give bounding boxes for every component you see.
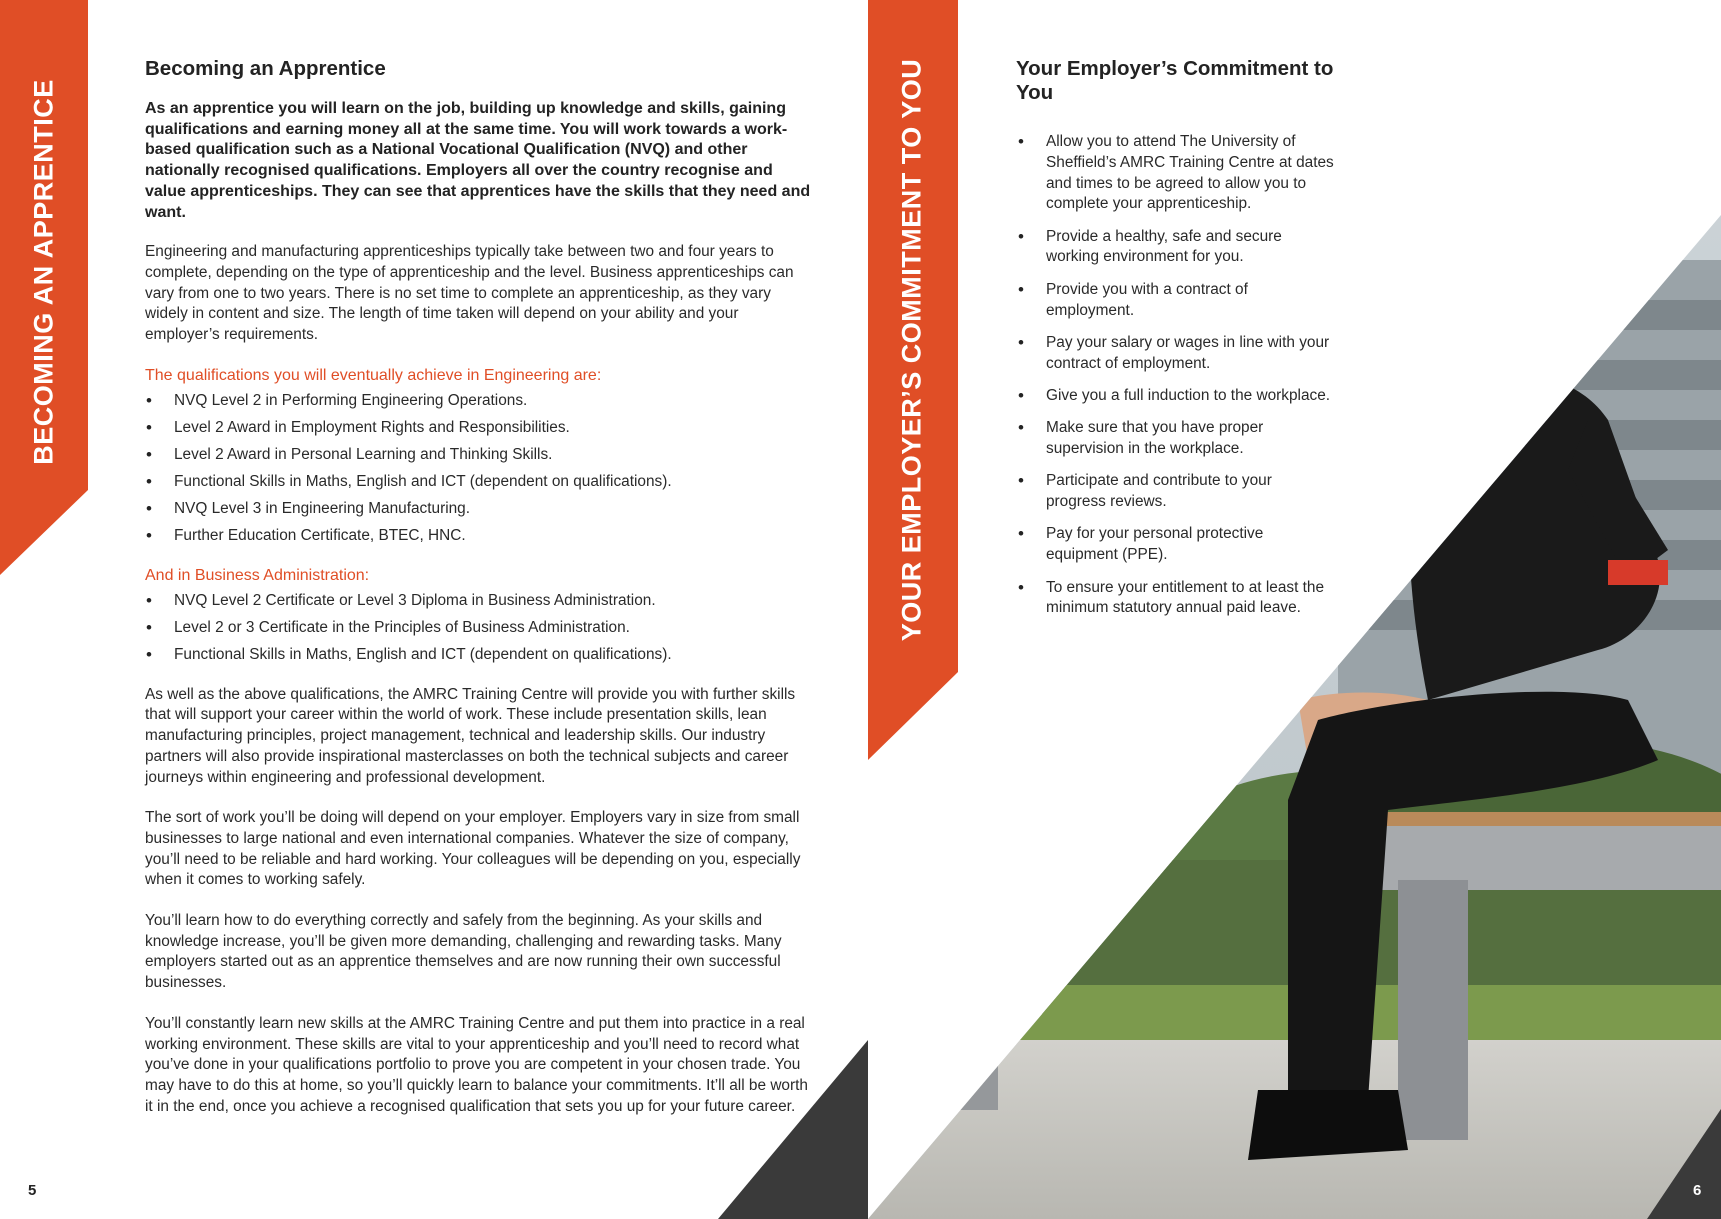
list-item: • Make sure that you have proper supervision in the workplace.: [1016, 418, 1336, 460]
duration-paragraph: Engineering and manufacturing apprenticeships typically take between two and four years to complete, depending on the type of apprenticeship and the level. Business apprenticeships can vary from one to two years. There is no set time to complete an apprenticeship, as they vary widely in content and size. The length of time taken will depend on your ability and your employer’s requirements.: [145, 243, 794, 344]
list-item: • Level 2 or 3 Certificate in the Principles of Business Administration.: [145, 618, 817, 638]
page-title-right: Your Employer’s Commitment to You: [1016, 57, 1334, 104]
list-item: • Level 2 Award in Employment Rights and Responsibilities.: [145, 418, 817, 438]
side-label-right: YOUR EMPLOYER’S COMMITMENT TO YOU: [896, 58, 927, 642]
side-label-left: BECOMING AN APPRENTICE: [28, 79, 59, 465]
engineering-list: [145, 391, 817, 546]
right-page: [868, 0, 1721, 1219]
list-item: • To ensure your entitlement to at least the minimum statutory annual paid leave.: [1016, 578, 1336, 620]
practice-paragraph: You’ll constantly learn new skills at the AMRC Training Centre and put them into practice in a real working environment. These skills are vital to your apprenticeship and you’ll need to record what you’ve done in your qualifications portfolio to prove you are competent in your chosen trade. You may have to do this at home, so you’ll quickly learn to balance your commitments. It’ll all be worth it in the end, once you achieve a recognised qualification that sets you up for your future career.: [145, 1014, 808, 1115]
right-content: [1016, 57, 1336, 631]
list-item: • NVQ Level 3 in Engineering Manufacturing.: [145, 499, 817, 519]
intro-paragraph: As an apprentice you will learn on the job, building up knowledge and skills, gaining qualifications and earning money all at the same time. You will work towards a work-based qualification such as a National Vocational Qualification (NVQ) and other nationally recognised qualifications. Employers all over the country recognise and value apprenticeships. They can see that apprentices have the skills that they need and want.: [145, 100, 811, 221]
list-item: • Provide a healthy, safe and secure working environment for you.: [1016, 227, 1336, 269]
list-item: • Provide you with a contract of employment.: [1016, 280, 1336, 322]
skills-paragraph: As well as the above qualifications, the AMRC Training Centre will provide you with further skills that will support your career within the world of work. These include presentation skills, lean manufacturing principles, project management, technical and leadership skills. Our industry partners will also provide inspirational masterclasses on both the technical subjects and career journeys within engineering and professional development.: [145, 685, 796, 786]
list-item: • Pay your salary or wages in line with your contract of employment.: [1016, 333, 1336, 375]
business-heading: And in Business Administration:: [145, 566, 370, 584]
commitment-list: [1016, 132, 1336, 619]
list-item: • Give you a full induction to the workplace.: [1016, 386, 1336, 407]
page-number-right: 6: [1693, 1182, 1702, 1199]
list-item: • Allow you to attend The University of Sheffield’s AMRC Training Centre at dates and times to be agreed to allow you to complete your apprenticeship.: [1016, 132, 1336, 215]
list-item: • NVQ Level 2 Certificate or Level 3 Diploma in Business Administration.: [145, 591, 817, 611]
learn-paragraph: You’ll learn how to do everything correctly and safely from the beginning. As your skills and knowledge increase, you’ll be given more demanding, challenging and rewarding tasks. Many employers started out as an apprentice themselves and are now running their own successful businesses.: [145, 912, 782, 992]
list-item: • Level 2 Award in Personal Learning and Thinking Skills.: [145, 445, 817, 465]
page-title-left: Becoming an Apprentice: [145, 57, 386, 80]
page-number-left: 5: [28, 1182, 37, 1199]
list-item: • Functional Skills in Maths, English and ICT (dependent on qualifications).: [145, 645, 817, 665]
list-item: • Functional Skills in Maths, English and ICT (dependent on qualifications).: [145, 472, 817, 492]
engineering-heading: The qualifications you will eventually achieve in Engineering are:: [145, 366, 602, 384]
list-item: • Participate and contribute to your progress reviews.: [1016, 471, 1336, 513]
corner-decoration-right: [1647, 1049, 1721, 1219]
list-item: • Pay for your personal protective equipment (PPE).: [1016, 524, 1336, 566]
list-item: • Further Education Certificate, BTEC, HNC.: [145, 526, 817, 546]
list-item: • NVQ Level 2 in Performing Engineering Operations.: [145, 391, 817, 411]
left-content: [145, 57, 817, 1137]
gutter-wedge: [718, 1040, 868, 1219]
work-paragraph: The sort of work you’ll be doing will depend on your employer. Employers vary in size from small businesses to large national and even international companies. Whatever the size of company, you’ll need to be reliable and hard working. Your colleagues will be depending on you, especially when it comes to working safely.: [145, 809, 801, 889]
business-list: [145, 591, 817, 665]
